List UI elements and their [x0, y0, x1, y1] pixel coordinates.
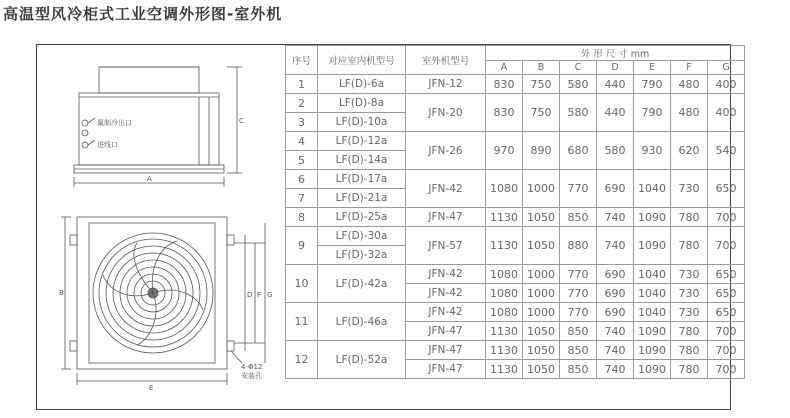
row-indoor-model: LF(D)-21a: [318, 189, 406, 208]
row-dim-value: 1080: [486, 303, 523, 322]
row-dim-value: 700: [708, 341, 745, 360]
row-dim-value: 1050: [523, 360, 560, 379]
header-seq: 序号: [286, 46, 318, 75]
row-indoor-model: LF(D)-12a: [318, 132, 406, 151]
row-dim-value: 1130: [486, 341, 523, 360]
row-dim-value: 1090: [634, 208, 671, 227]
row-seq: 3: [286, 113, 318, 132]
row-seq: 6: [286, 170, 318, 189]
row-outdoor-model: JFN-20: [406, 94, 486, 132]
row-dim-value: 680: [560, 132, 597, 170]
row-dim-value: 750: [523, 75, 560, 94]
hole-note: 4-Φ12: [241, 363, 263, 371]
header-dim-g: G: [708, 61, 745, 75]
row-dim-value: 1000: [523, 170, 560, 208]
row-dim-value: 1040: [634, 303, 671, 322]
row-dim-value: 770: [560, 265, 597, 284]
row-dim-value: 690: [597, 303, 634, 322]
spec-table: [285, 45, 745, 379]
table-row: [286, 94, 745, 113]
row-dim-value: 700: [708, 227, 745, 265]
row-dim-value: 580: [560, 75, 597, 94]
row-outdoor-model: JFN-47: [406, 208, 486, 227]
row-indoor-model: LF(D)-8a: [318, 94, 406, 113]
row-dim-value: 580: [597, 132, 634, 170]
row-seq: 2: [286, 94, 318, 113]
row-dim-value: 1080: [486, 284, 523, 303]
row-dim-value: 770: [560, 170, 597, 208]
header-dim-d: D: [597, 61, 634, 75]
refrigerant-port-icon: [82, 120, 88, 126]
row-dim-value: 850: [560, 322, 597, 341]
row-indoor-model: LF(D)-17a: [318, 170, 406, 189]
row-dim-value: 1090: [634, 341, 671, 360]
row-dim-value: 850: [560, 360, 597, 379]
table-row: [286, 303, 745, 322]
row-dim-value: 480: [671, 94, 708, 132]
row-indoor-model: LF(D)-30a: [318, 227, 406, 246]
dim-letter-d: D: [247, 291, 253, 299]
row-dim-value: 700: [708, 360, 745, 379]
row-dim-value: 750: [523, 94, 560, 132]
row-dim-value: 850: [560, 208, 597, 227]
row-dim-value: 740: [597, 322, 634, 341]
row-indoor-model: LF(D)-32a: [318, 246, 406, 265]
refrigerant-port-label: 氟制冷出口: [97, 119, 132, 127]
row-dim-value: 890: [523, 132, 560, 170]
row-dim-value: 970: [486, 132, 523, 170]
inlet-port-icon: [82, 142, 88, 148]
dim-letter-g: G: [267, 291, 273, 299]
row-dim-value: 540: [708, 132, 745, 170]
row-dim-value: 730: [671, 284, 708, 303]
row-outdoor-model: JFN-42: [406, 303, 486, 322]
row-dim-value: 790: [634, 75, 671, 94]
row-dim-value: 440: [597, 75, 634, 94]
row-dim-value: 1000: [523, 284, 560, 303]
row-dim-value: 1130: [486, 322, 523, 341]
row-dim-value: 850: [560, 341, 597, 360]
row-dim-value: 780: [671, 227, 708, 265]
row-outdoor-model: JFN-47: [406, 322, 486, 341]
row-dim-value: 1130: [486, 360, 523, 379]
row-indoor-model: LF(D)-6a: [318, 75, 406, 94]
dim-letter-a: A: [147, 175, 152, 183]
row-dim-value: 730: [671, 265, 708, 284]
row-indoor-model: LF(D)-52a: [318, 341, 406, 379]
table-row: [286, 341, 745, 360]
row-dim-value: 700: [708, 322, 745, 341]
row-dim-value: 480: [671, 75, 708, 94]
row-dim-value: 1130: [486, 208, 523, 227]
table-row: [286, 170, 745, 189]
row-dim-value: 1090: [634, 227, 671, 265]
top-box: [99, 67, 199, 93]
table-row: [286, 265, 745, 284]
row-dim-value: 930: [634, 132, 671, 170]
row-dim-value: 690: [597, 284, 634, 303]
row-indoor-model: LF(D)-46a: [318, 303, 406, 341]
row-dim-value: 690: [597, 170, 634, 208]
table-row: [286, 75, 745, 94]
row-indoor-model: LF(D)-25a: [318, 208, 406, 227]
row-dim-value: 740: [597, 360, 634, 379]
row-dim-value: 780: [671, 360, 708, 379]
row-dim-value: 880: [560, 227, 597, 265]
row-indoor-model: LF(D)-14a: [318, 151, 406, 170]
row-dim-value: 1040: [634, 265, 671, 284]
row-seq: 4: [286, 132, 318, 151]
row-dim-value: 780: [671, 341, 708, 360]
row-seq: 12: [286, 341, 318, 379]
header-dim-a: A: [486, 61, 523, 75]
row-dim-value: 1090: [634, 360, 671, 379]
table-row: [286, 227, 745, 246]
row-dim-value: 700: [708, 208, 745, 227]
row-dim-value: 1000: [523, 265, 560, 284]
row-dim-value: 650: [708, 170, 745, 208]
row-outdoor-model: JFN-42: [406, 265, 486, 284]
row-seq: 11: [286, 303, 318, 341]
row-dim-value: 1040: [634, 170, 671, 208]
row-dim-value: 650: [708, 265, 745, 284]
row-seq: 10: [286, 265, 318, 303]
row-dim-value: 580: [560, 94, 597, 132]
header-dim-e: E: [634, 61, 671, 75]
row-indoor-model: LF(D)-10a: [318, 113, 406, 132]
row-dim-value: 730: [671, 170, 708, 208]
row-dim-value: 400: [708, 75, 745, 94]
row-dim-value: 650: [708, 303, 745, 322]
row-dim-value: 830: [486, 75, 523, 94]
side-body: [79, 93, 219, 165]
dim-letter-f: F: [257, 291, 262, 299]
row-dim-value: 1050: [523, 341, 560, 360]
row-dim-value: 1050: [523, 208, 560, 227]
row-dim-value: 690: [597, 265, 634, 284]
row-dim-value: 790: [634, 94, 671, 132]
row-outdoor-model: JFN-47: [406, 341, 486, 360]
header-dim-b: B: [523, 61, 560, 75]
table-row: [286, 208, 745, 227]
header-dim-f: F: [671, 61, 708, 75]
row-dim-value: 1080: [486, 170, 523, 208]
row-dim-value: 780: [671, 322, 708, 341]
hole-note-2: 安装孔: [241, 372, 262, 380]
row-seq: 7: [286, 189, 318, 208]
row-outdoor-model: JFN-57: [406, 227, 486, 265]
header-indoor: 对应室内机型号: [318, 46, 406, 75]
row-dim-value: 620: [671, 132, 708, 170]
row-dim-value: 740: [597, 227, 634, 265]
row-dim-value: 780: [671, 208, 708, 227]
row-dim-value: 740: [597, 208, 634, 227]
row-dim-value: 440: [597, 94, 634, 132]
row-dim-value: 1000: [523, 303, 560, 322]
dim-letter-e: E: [149, 384, 154, 392]
page-title: 高温型风冷柜式工业空调外形图-室外机: [3, 5, 283, 23]
row-dim-value: 1050: [523, 227, 560, 265]
dim-letter-b: B: [59, 289, 64, 297]
spec-table-body: [286, 75, 745, 379]
row-seq: 5: [286, 151, 318, 170]
row-outdoor-model: JFN-47: [406, 360, 486, 379]
row-dim-value: 400: [708, 94, 745, 132]
row-dim-value: 730: [671, 303, 708, 322]
header-dims: 外 形 尺 寸 mm: [486, 46, 745, 61]
row-outdoor-model: JFN-42: [406, 170, 486, 208]
row-dim-value: 650: [708, 284, 745, 303]
row-dim-value: 1040: [634, 284, 671, 303]
dim-letter-c: C: [239, 117, 244, 125]
row-dim-value: 1090: [634, 322, 671, 341]
row-seq: 8: [286, 208, 318, 227]
row-outdoor-model: JFN-26: [406, 132, 486, 170]
row-dim-value: 1080: [486, 265, 523, 284]
row-seq: 9: [286, 227, 318, 265]
inlet-port-label: 进线口: [97, 141, 118, 149]
row-dim-value: 1050: [523, 322, 560, 341]
row-outdoor-model: JFN-42: [406, 284, 486, 303]
row-dim-value: 1130: [486, 227, 523, 265]
table-row: [286, 132, 745, 151]
row-dim-value: 770: [560, 284, 597, 303]
outline-drawing: [37, 45, 285, 409]
row-dim-value: 770: [560, 303, 597, 322]
header-dim-c: C: [560, 61, 597, 75]
row-seq: 1: [286, 75, 318, 94]
row-dim-value: 830: [486, 94, 523, 132]
row-outdoor-model: JFN-12: [406, 75, 486, 94]
header-outdoor: 室外机型号: [406, 46, 486, 75]
row-indoor-model: LF(D)-42a: [318, 265, 406, 303]
row-dim-value: 740: [597, 341, 634, 360]
